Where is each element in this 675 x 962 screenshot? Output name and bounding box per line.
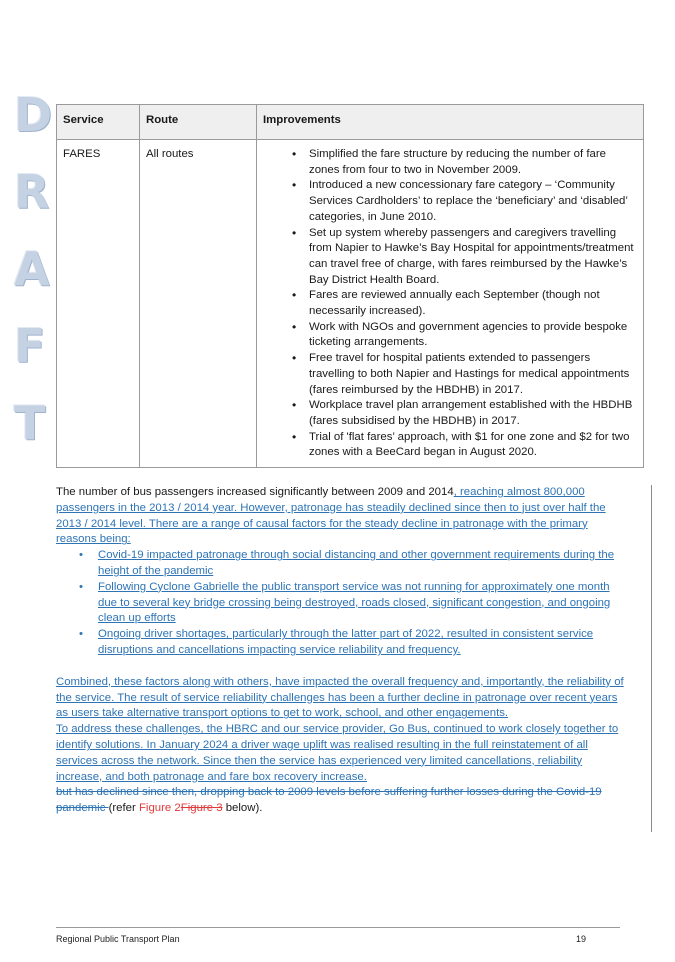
paragraph-combined: Combined, these factors along with others, have impacted the overall frequency and, importantly, the reliability of the service. The result of service reliability challenges has been a further decline in patronage over recent years as users take alternative transport options to get to work, school, and other engagements. — [56, 675, 624, 720]
list-item: • Work with NGOs and government agencies to provide bespoke ticketing arrangements. — [309, 320, 637, 351]
cell-service: FARES — [57, 140, 140, 468]
cell-route: All routes — [140, 140, 257, 468]
list-item: • Simplified the fare structure by reducing the number of fare zones from four to two in November 2009. — [309, 147, 637, 178]
header-service: Service — [57, 105, 140, 140]
reference-close: below). — [222, 802, 263, 815]
watermark-letter: A — [14, 242, 50, 296]
revision-change-bar — [651, 485, 652, 832]
deleted-text: but has declined since then, dropping back to 2009 levels before suffering further losses during the Covid-19 pandemic — [56, 786, 602, 815]
reference-open: (refer — [108, 802, 139, 815]
figure-link[interactable]: Figure 2 — [138, 802, 181, 815]
improvements-table — [56, 104, 644, 468]
watermark-letter: T — [14, 396, 46, 450]
table-row — [57, 140, 644, 468]
cell-improvements — [257, 140, 644, 468]
watermark-letter: F — [14, 319, 46, 373]
paragraph-reference — [56, 785, 624, 817]
header-route: Route — [140, 105, 257, 140]
inserted-text: , reaching almost 800,000 passengers in the 2013 / 2014 year. However, patronage has steadily declined since then to just over half the 2013 / 2014 level. There are a range of causal factors for the steady decline in patronage with the primary reasons being: — [56, 486, 606, 546]
page-footer — [56, 934, 586, 944]
list-item: • Workplace travel plan arrangement established with the HBDHB (fares subsidised by the HBDHB) in 2017. — [309, 398, 637, 429]
plain-text: The number of bus passengers increased significantly between 2009 and 2014 — [56, 486, 454, 498]
list-item: • Introduced a new concessionary fare category – ‘Community Services Cardholders’ to replace the ‘beneficiary’ and ‘disabled’ categories, in June 2010. — [309, 178, 637, 225]
list-item: • Ongoing driver shortages, particularly through the latter part of 2022, resulted in consistent service disruptions and cancellations impacting service reliability and frequency. — [98, 627, 624, 659]
table-header-row — [57, 105, 644, 140]
list-item: • Covid-19 impacted patronage through social distancing and other government requirements during the height of the pandemic — [98, 548, 624, 580]
list-item: • Trial of 'flat fares’ approach, with $1 for one zone and $2 for two zones with a BeeCard began in August 2020. — [309, 430, 637, 461]
paragraph-patronage — [56, 485, 624, 548]
list-item: • Fares are reviewed annually each September (though not necessarily increased). — [309, 288, 637, 319]
list-item: • Following Cyclone Gabrielle the public transport service was not running for approximately one month due to several key bridge crossing being destroyed, roads closed, significant congestion, and ongoing clean up efforts — [98, 580, 624, 627]
body-text — [56, 485, 624, 817]
page-number: 19 — [575, 934, 586, 944]
causes-list — [56, 548, 624, 659]
watermark-letter: R — [14, 165, 50, 219]
watermark-letter: D — [14, 88, 53, 142]
list-item: • Set up system whereby passengers and caregivers travelling from Napier to Hawke’s Bay Hospital for appointments/treatment can travel free of charge, with fares reimbursed by the Hawke’s Bay District Health Board. — [309, 226, 637, 289]
deleted-figure-link[interactable]: Figure 3 — [180, 802, 223, 815]
list-item: • Free travel for hospital patients extended to passengers travelling to both Napier and Hastings for medical appointments (fares reimbursed by the HBDHB) in 2017. — [309, 351, 637, 398]
header-improvements: Improvements — [257, 105, 644, 140]
draft-watermark — [14, 88, 54, 477]
improvements-list — [263, 147, 637, 461]
paragraph-address: To address these challenges, the HBRC and our service provider, Go Bus, continued to work closely together to identify solutions. In January 2024 a driver wage uplift was realised resulting in the full reinstatement of all services across the network. Since then the service has experienced very limited cancellations, reliability increase, and both patronage and fare box recovery increase. — [56, 723, 619, 783]
footer-title: Regional Public Transport Plan — [56, 934, 180, 944]
footer-divider — [56, 927, 620, 928]
